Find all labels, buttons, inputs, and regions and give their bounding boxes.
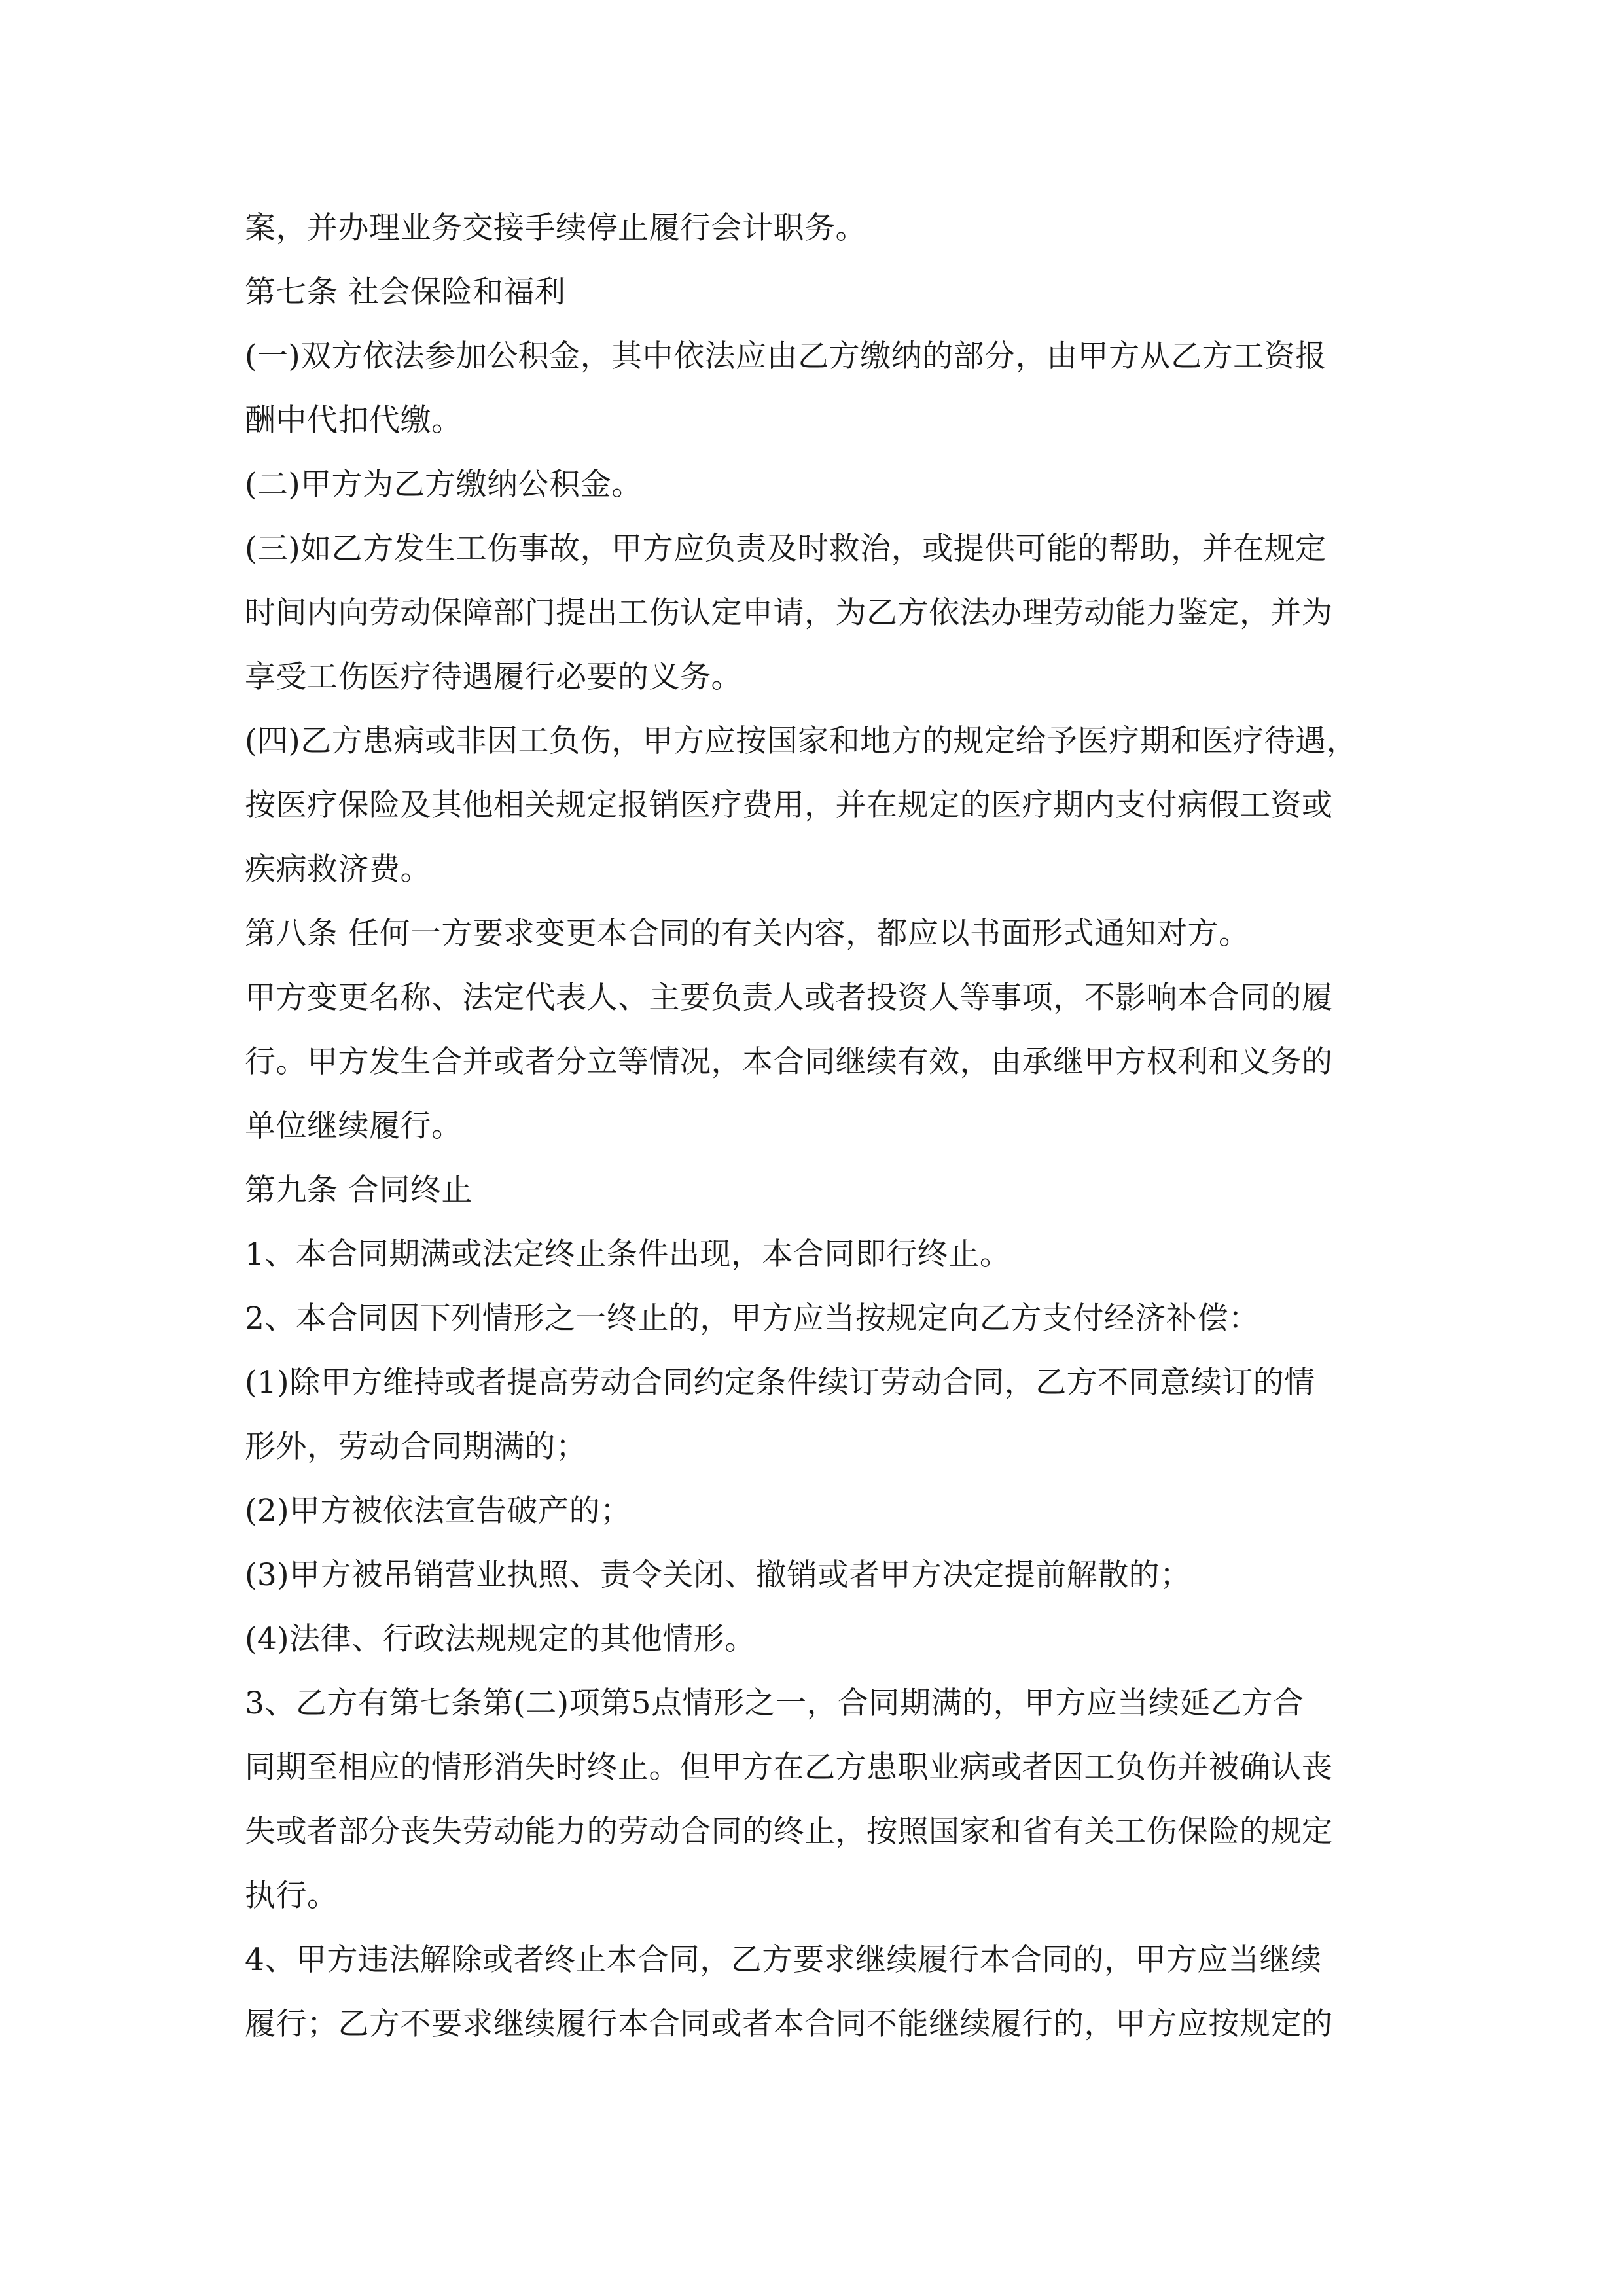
text-line: 案，并办理业务交接手续停止履行会计职务。 xyxy=(245,210,866,246)
text-line: (四)乙方患病或非因工负伤，甲方应按国家和地方的规定给予医疗期和医疗待遇， xyxy=(245,723,1358,759)
text-line: (三)如乙方发生工伤事故，甲方应负责及时救治，或提供可能的帮助，并在规定 xyxy=(245,531,1327,567)
text-line: 履行；乙方不要求继续履行本合同或者本合同不能继续履行的，甲方应按规定的 xyxy=(245,2006,1333,2042)
text-line: 同期至相应的情形消失时终止。但甲方在乙方患职业病或者因工负伤并被确认丧 xyxy=(245,1749,1333,1785)
text-line: 1、本合同期满或法定终止条件出现，本合同即行终止。 xyxy=(245,1236,1011,1272)
text-line: 失或者部分丧失劳动能力的劳动合同的终止，按照国家和省有关工伤保险的规定 xyxy=(245,1814,1333,1850)
text-line: (4)法律、行政法规规定的其他情形。 xyxy=(245,1621,756,1657)
text-line: 时间内向劳动保障部门提出工伤认定申请，为乙方依法办理劳动能力鉴定，并为 xyxy=(245,595,1333,631)
text-line: 执行。 xyxy=(245,1878,338,1914)
text-line: 甲方变更名称、法定代表人、主要负责人或者投资人等事项，不影响本合同的履 xyxy=(245,980,1333,1016)
text-line: (二)甲方为乙方缴纳公积金。 xyxy=(245,467,643,503)
text-line: 形外，劳动合同期满的； xyxy=(245,1429,587,1465)
text-line: 3、乙方有第七条第(二)项第5点情形之一，合同期满的，甲方应当续延乙方合 xyxy=(245,1685,1304,1721)
text-line: 2、本合同因下列情形之一终止的，甲方应当按规定向乙方支付经济补偿： xyxy=(245,1300,1260,1336)
text-line: 享受工伤医疗待遇履行必要的义务。 xyxy=(245,659,742,695)
text-line: (3)甲方被吊销营业执照、责令关闭、撤销或者甲方决定提前解散的； xyxy=(245,1557,1191,1593)
article-heading: 第九条 合同终止 xyxy=(245,1172,473,1208)
text-line: 按医疗保险及其他相关规定报销医疗费用，并在规定的医疗期内支付病假工资或 xyxy=(245,787,1333,823)
text-line: 4、甲方违法解除或者终止本合同，乙方要求继续履行本合同的，甲方应当继续 xyxy=(245,1942,1322,1978)
text-line: (1)除甲方维持或者提高劳动合同约定条件续订劳动合同，乙方不同意续订的情 xyxy=(245,1365,1315,1401)
text-line: 酬中代扣代缴。 xyxy=(245,403,463,439)
text-line: (一)双方依法参加公积金，其中依法应由乙方缴纳的部分，由甲方从乙方工资报 xyxy=(245,338,1327,374)
text-line: 单位继续履行。 xyxy=(245,1108,463,1144)
text-line: (2)甲方被依法宣告破产的； xyxy=(245,1493,632,1529)
article-heading: 第八条 任何一方要求变更本合同的有关内容，都应以书面形式通知对方。 xyxy=(245,916,1250,952)
text-line: 疾病救济费。 xyxy=(245,852,431,888)
article-heading: 第七条 社会保险和福利 xyxy=(245,274,566,310)
text-line: 行。甲方发生合并或者分立等情况，本合同继续有效，由承继甲方权利和义务的 xyxy=(245,1044,1333,1080)
document-body xyxy=(245,196,1383,2056)
